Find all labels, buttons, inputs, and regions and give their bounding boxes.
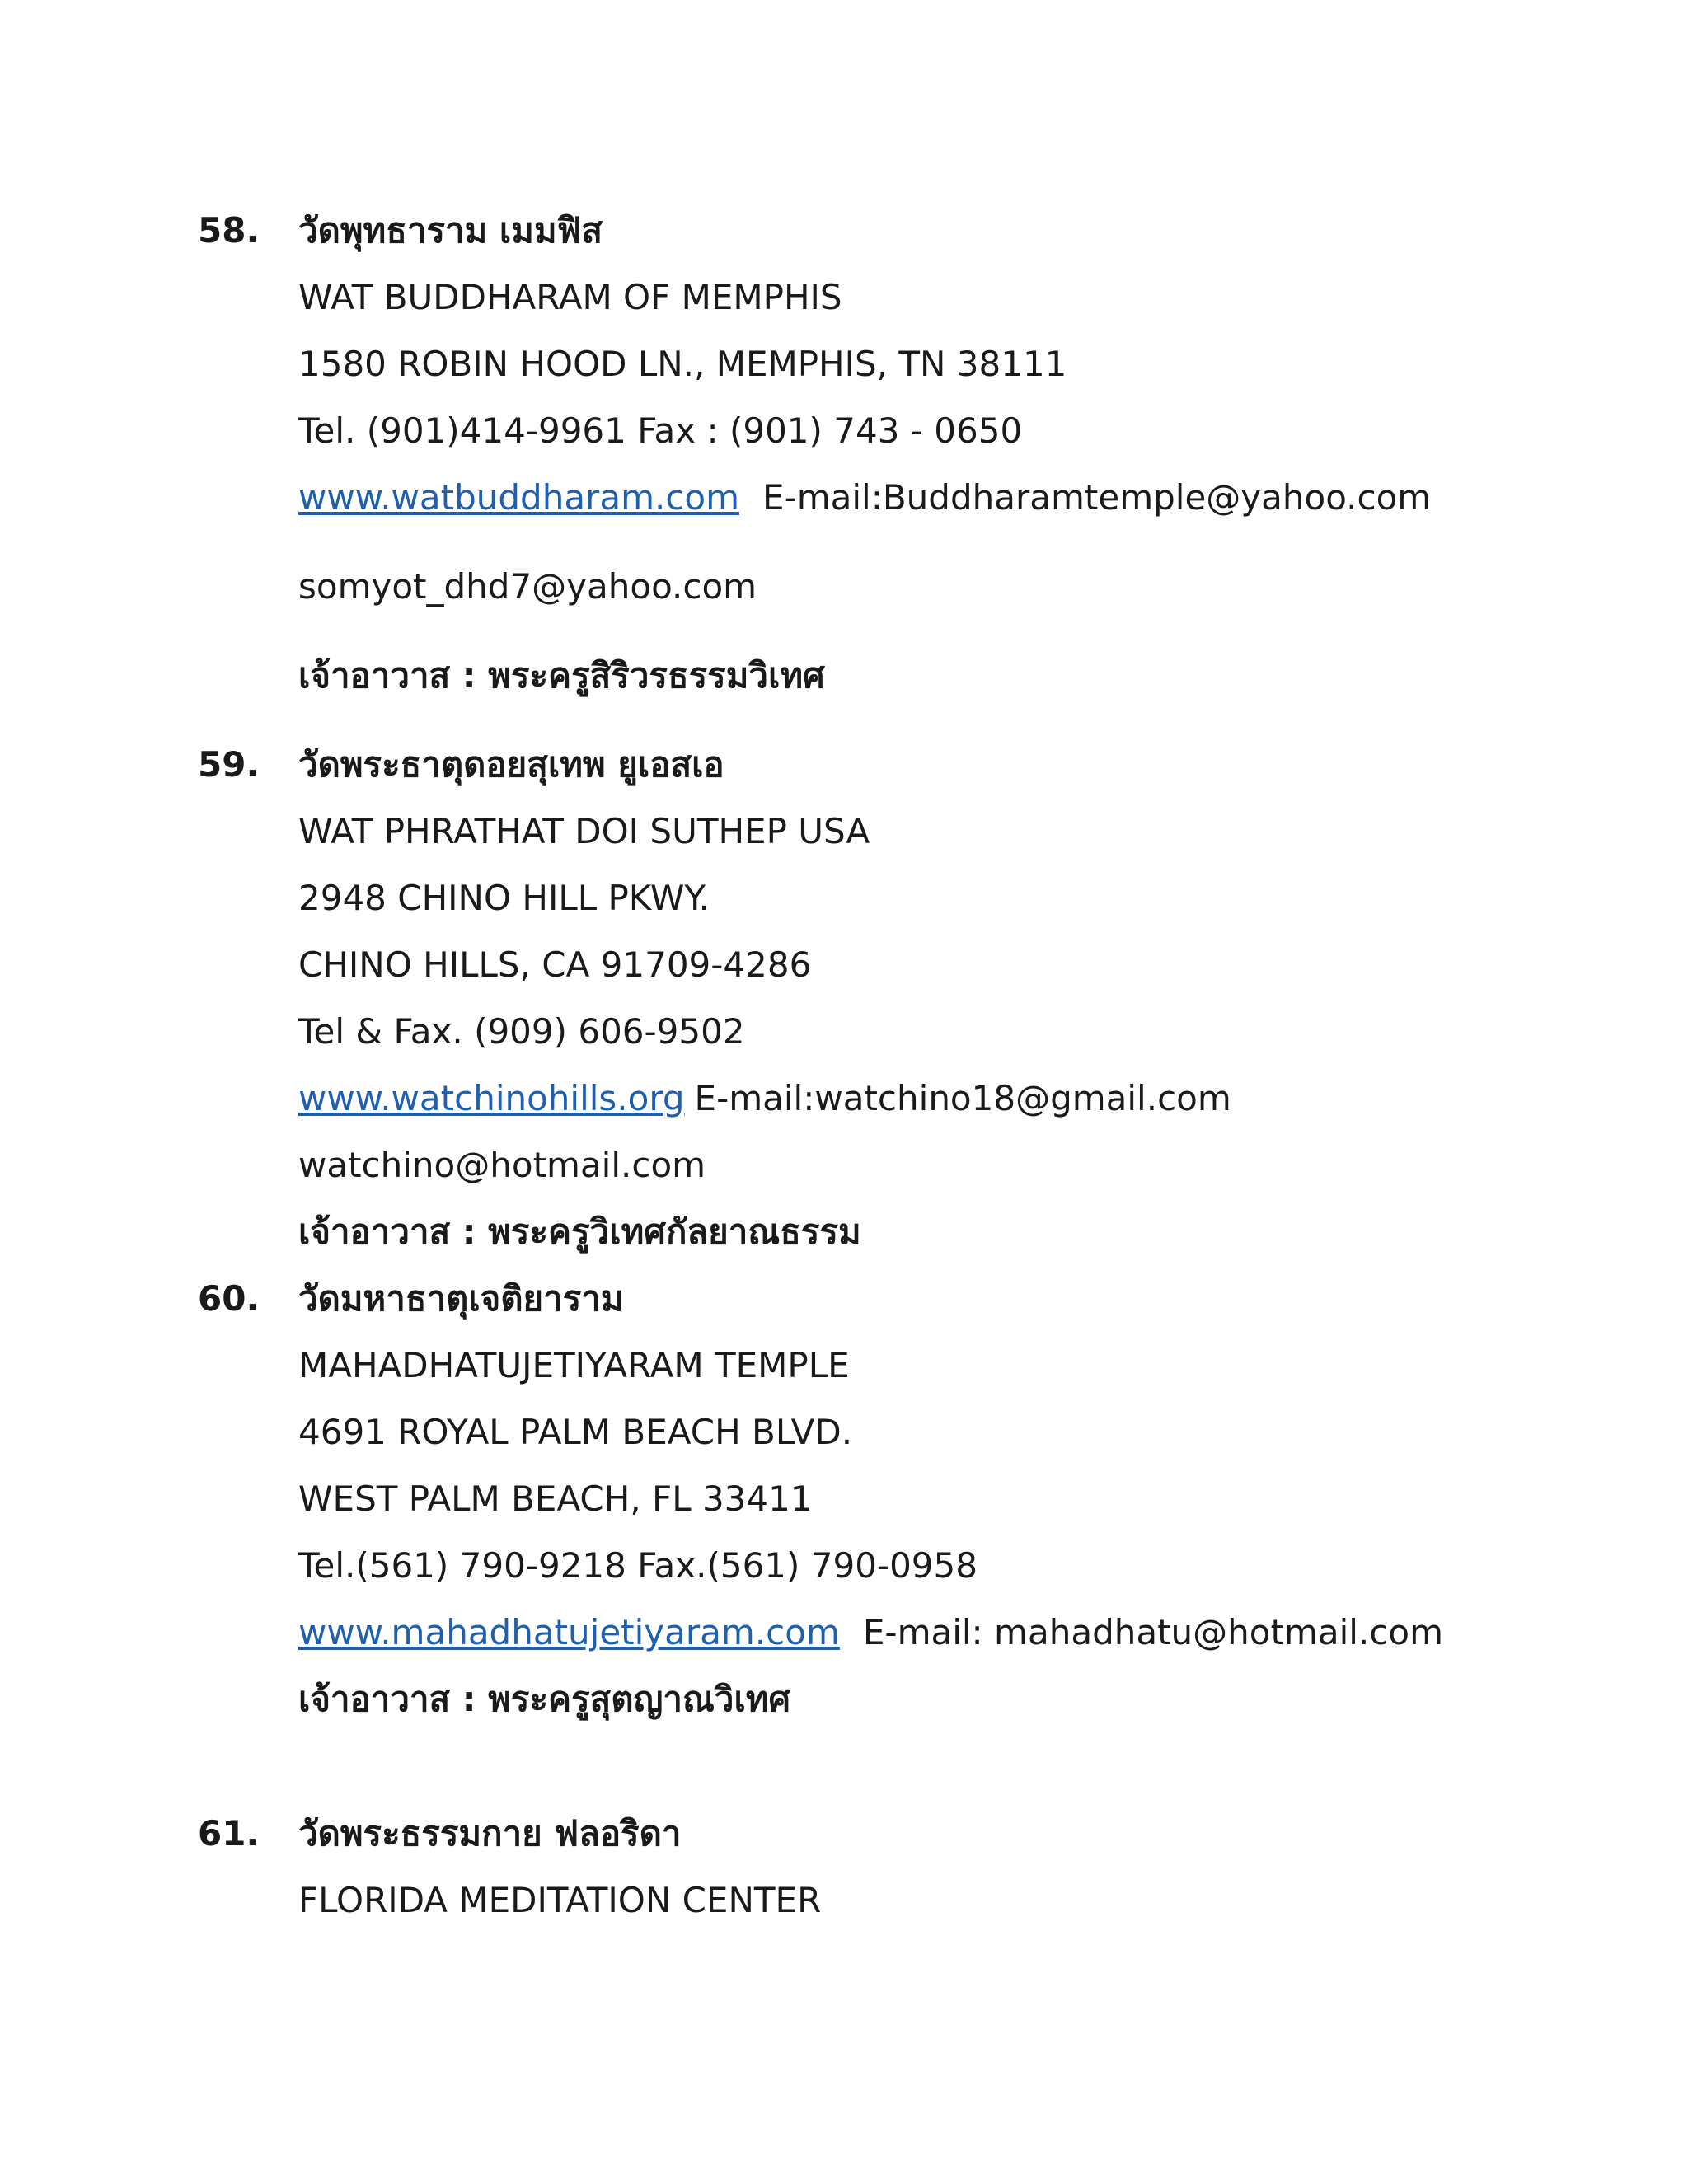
temple-phone: Tel.(561) 790-9218 Fax.(561) 790-0958 — [298, 1545, 978, 1586]
temple-website-link[interactable]: www.watbuddharam.com — [298, 477, 740, 518]
temple-english-name: FLORIDA MEDITATION CENTER — [298, 1880, 822, 1920]
temple-thai-name: วัดพุทธาราม เมมฟิส — [298, 210, 603, 251]
entry-number: 60. — [198, 1278, 260, 1319]
temple-abbot: เจ้าอาวาส : พระครูสิริวรธรรมวิเทศ — [298, 655, 825, 696]
temple-address: 1580 ROBIN HOOD LN., MEMPHIS, TN 38111 — [298, 344, 1067, 384]
temple-extra-email: watchino@hotmail.com — [298, 1145, 706, 1185]
temple-contact-line — [298, 473, 1431, 523]
temple-website-link[interactable]: www.watchinohills.org — [298, 1078, 685, 1118]
temple-phone: Tel & Fax. (909) 606-9502 — [298, 1011, 745, 1052]
temple-abbot: เจ้าอาวาส : พระครูสุตญาณวิเทศ — [298, 1679, 791, 1719]
temple-website-link[interactable]: www.mahadhatujetiyaram.com — [298, 1612, 840, 1652]
temple-email: E-mail:watchino18@gmail.com — [694, 1078, 1231, 1118]
temple-contact-line — [298, 1074, 1231, 1123]
temple-english-name: WAT PHRATHAT DOI SUTHEP USA — [298, 811, 870, 851]
temple-thai-name: วัดมหาธาตุเจติยาราม — [298, 1278, 624, 1319]
temple-phone: Tel. (901)414-9961 Fax : (901) 743 - 0650 — [298, 410, 1023, 451]
temple-english-name: WAT BUDDHARAM OF MEMPHIS — [298, 277, 842, 317]
temple-abbot: เจ้าอาวาส : พระครูวิเทศกัลยาณธรรม — [298, 1212, 861, 1252]
entry-number: 58. — [198, 210, 260, 251]
temple-address: 2948 CHINO HILL PKWY. — [298, 878, 710, 918]
temple-english-name: MAHADHATUJETIYARAM TEMPLE — [298, 1345, 850, 1385]
entry-number: 59. — [198, 744, 260, 785]
temple-address: WEST PALM BEACH, FL 33411 — [298, 1479, 813, 1519]
temple-thai-name: วัดพระธาตุดอยสุเทพ ยูเอสเอ — [298, 744, 724, 785]
temple-extra-email: somyot_dhd7@yahoo.com — [298, 566, 757, 607]
temple-address: 4691 ROYAL PALM BEACH BLVD. — [298, 1412, 853, 1452]
temple-email: E-mail: mahadhatu@hotmail.com — [862, 1612, 1443, 1652]
entry-number: 61. — [198, 1813, 260, 1854]
temple-contact-line — [298, 1608, 1443, 1657]
temple-email: E-mail:Buddharamtemple@yahoo.com — [762, 477, 1432, 518]
temple-address: CHINO HILLS, CA 91709-4286 — [298, 944, 812, 985]
temple-thai-name: วัดพระธรรมกาย ฟลอริดา — [298, 1813, 682, 1854]
